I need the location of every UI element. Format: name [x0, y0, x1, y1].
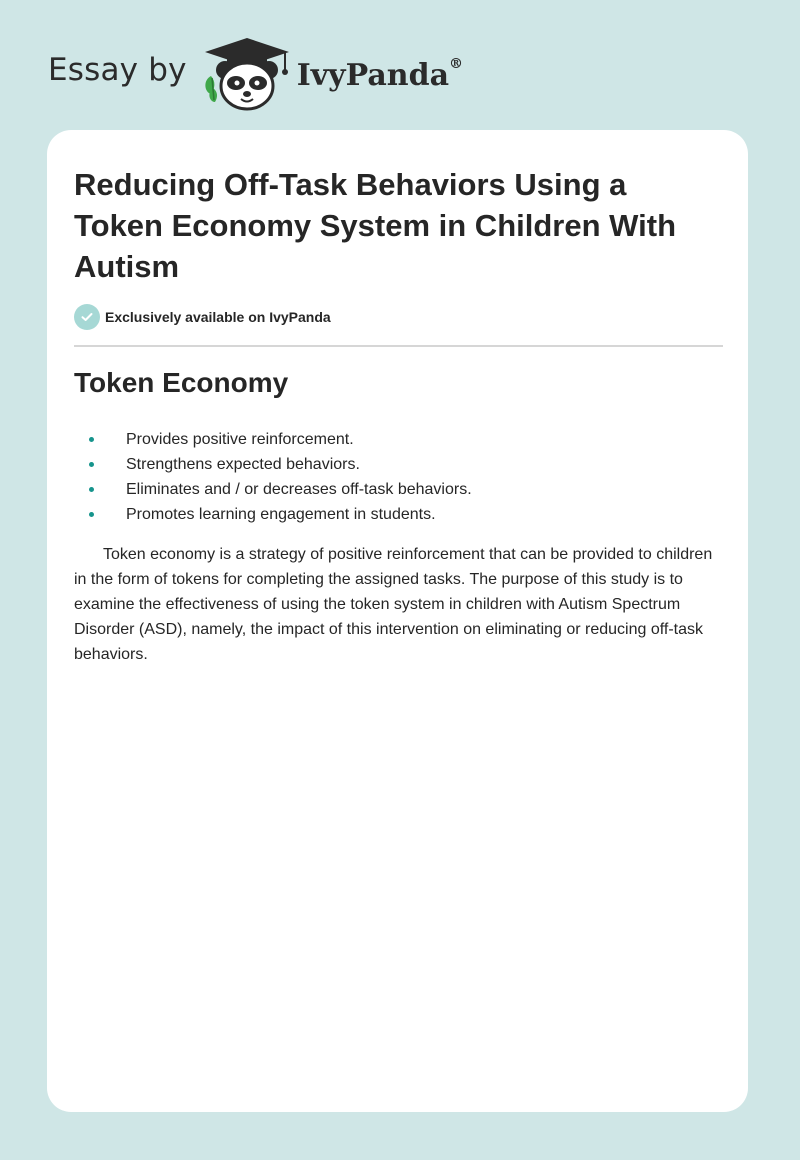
exclusive-label: Exclusively available on IvyPanda	[105, 309, 331, 325]
panda-graduate-logo-icon[interactable]	[201, 36, 293, 112]
site-header	[48, 36, 463, 112]
bullet-dot-icon	[89, 437, 94, 442]
brand-name[interactable]: IvyPanda®	[296, 55, 464, 93]
section-title: Token Economy	[74, 367, 289, 398]
essay-title: Reducing Off-Task Behaviors Using a Token Economy System in Children With Autism	[74, 167, 677, 284]
divider	[74, 345, 723, 347]
bullet-list	[74, 427, 472, 527]
registered-mark: ®	[449, 55, 464, 72]
list-item-text: Provides positive reinforcement.	[126, 431, 354, 448]
list-item	[74, 427, 472, 452]
list-item-text: Promotes learning engagement in students.	[126, 506, 436, 523]
essay-by-label: Essay by	[48, 52, 187, 88]
check-badge-icon	[74, 304, 100, 330]
essay-card	[47, 130, 748, 1112]
list-item-text: Strengthens expected behaviors.	[126, 456, 360, 473]
bullet-dot-icon	[89, 512, 94, 517]
list-item-text: Eliminates and / or decreases off-task behaviors.	[126, 481, 472, 498]
bullet-dot-icon	[89, 487, 94, 492]
list-item	[74, 452, 472, 477]
bullet-dot-icon	[89, 462, 94, 467]
exclusive-badge	[74, 304, 331, 330]
list-item	[74, 502, 472, 527]
list-item	[74, 477, 472, 502]
body-paragraph: Token economy is a strategy of positive reinforcement that can be provided to children in the form of tokens for completing the assigned tasks. The purpose of this study is to examine the effectiveness of using the token system in children with Autism Spectrum Disorder (ASD), namely, the impact of this intervention on eliminating or reducing off-task behaviors.	[74, 546, 713, 663]
